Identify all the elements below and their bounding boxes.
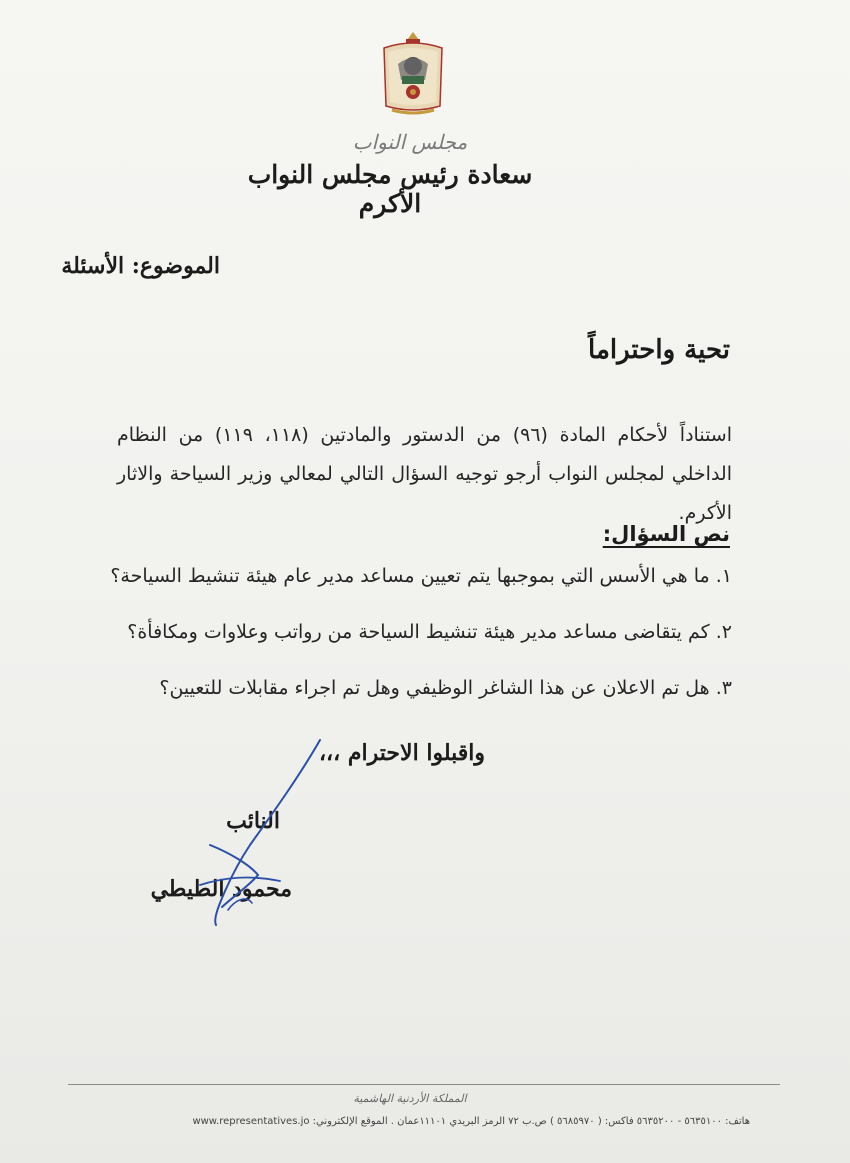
closing-line: واقبلوا الاحترام ،،، bbox=[318, 740, 485, 766]
footer-divider bbox=[68, 1084, 780, 1085]
questions-heading: نص السؤال: bbox=[602, 522, 730, 546]
footer-website-link[interactable]: www.representatives.jo bbox=[192, 1116, 310, 1127]
handwritten-signature bbox=[180, 735, 340, 935]
intro-paragraph: استناداً لأحكام المادة (٩٦) من الدستور والمادتين (١١٨، ١١٩) من النظام الداخلي لمجلس النواب أرجو توجيه السؤال التالي لمعالي وزير السياحة والاثار الأكرم. bbox=[117, 424, 732, 524]
jordan-coat-of-arms-icon bbox=[378, 28, 448, 118]
subject-line: الموضوع: الأسئلة bbox=[61, 253, 220, 279]
council-name-script: مجلس النواب bbox=[352, 130, 468, 154]
question-item: ١. ما هي الأسس التي بموجبها يتم تعيين مساعد مدير عام هيئة تنشيط السياحة؟ bbox=[110, 565, 732, 587]
footer-contact-line bbox=[192, 1116, 750, 1127]
signatory-name: محمود الطيطي bbox=[150, 876, 292, 902]
signatory-title: النائب bbox=[226, 808, 280, 834]
question-item: ٣. هل تم الاعلان عن هذا الشاغر الوظيفي وهل تم اجراء مقابلات للتعيين؟ bbox=[159, 677, 732, 699]
greeting: تحية واحتراماً bbox=[588, 335, 730, 365]
question-item: ٢. كم يتقاضى مساعد مدير هيئة تنشيط السياحة من رواتب وعلاوات ومكافأة؟ bbox=[127, 621, 732, 643]
footer-kingdom-script: المملكة الأردنية الهاشمية bbox=[353, 1092, 467, 1105]
footer-contact-details: هاتف: ٥٦٣٥١٠٠ - ٥٦٣٥٢٠٠ فاكس: ( ٥٦٨٥٩٧٠ ) ص.ب ٧٢ الرمز البريدي ١١١٠١عمان . الموقع الإلكتروني: bbox=[312, 1116, 750, 1127]
addressee-line: سعادة رئيس مجلس النواب الأكرم bbox=[247, 160, 533, 218]
